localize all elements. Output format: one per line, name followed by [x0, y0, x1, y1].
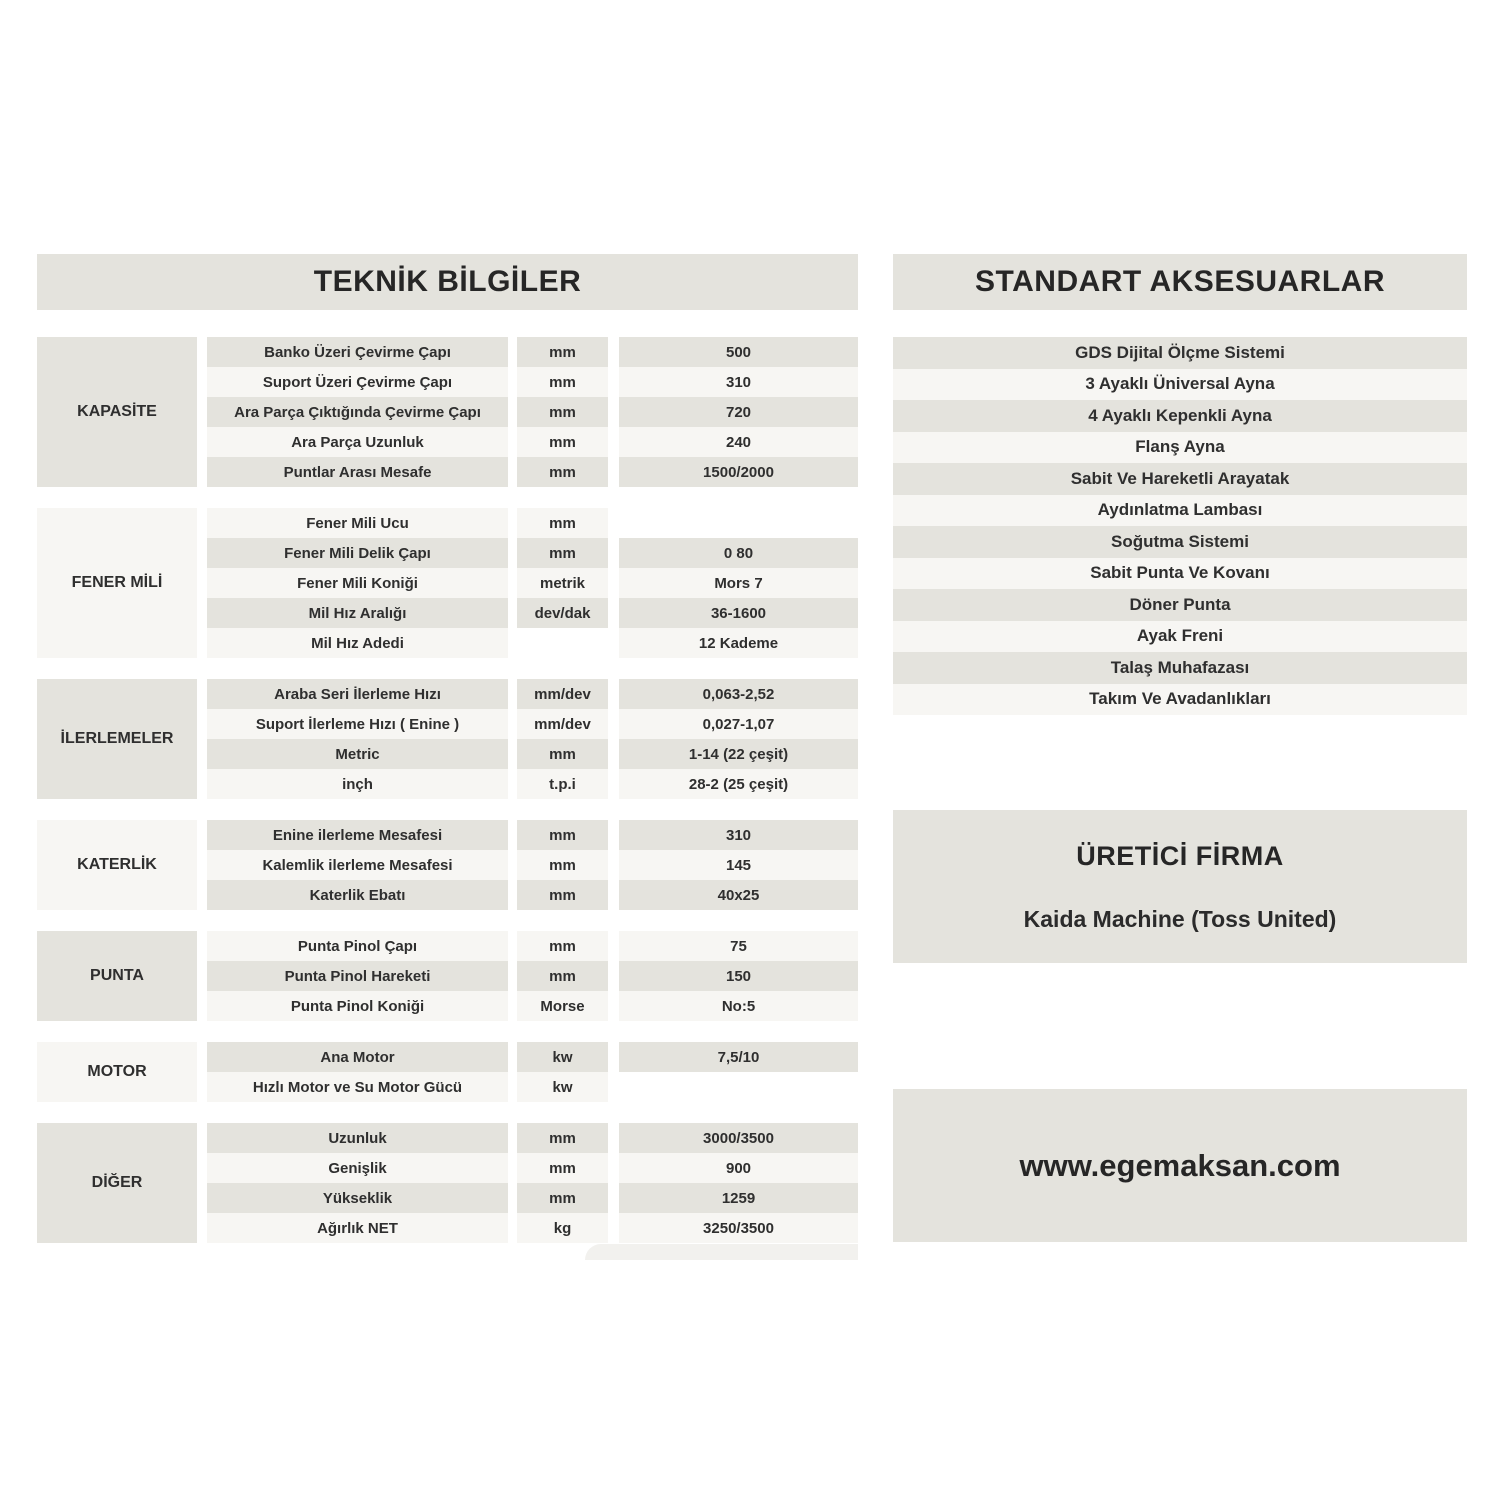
spec-label: Ağırlık NET [207, 1213, 508, 1243]
table-row [207, 1213, 858, 1243]
accessory-item: Ayak Freni [893, 621, 1467, 653]
spec-value: Mors 7 [619, 568, 858, 598]
spec-value: 12 Kademe [619, 628, 858, 658]
spec-value: 0,027-1,07 [619, 709, 858, 739]
manufacturer-box [893, 810, 1467, 963]
spec-unit: mm [517, 457, 608, 487]
spec-unit: mm [517, 1153, 608, 1183]
section-kapasite [37, 337, 858, 487]
section-katerlik [37, 820, 858, 910]
category-label-fener-mili: FENER MİLİ [37, 508, 197, 658]
table-row [207, 1123, 858, 1153]
table-row [207, 568, 858, 598]
spec-label: Yükseklik [207, 1183, 508, 1213]
table-row [207, 457, 858, 487]
spec-label: Puntlar Arası Mesafe [207, 457, 508, 487]
table-row [207, 367, 858, 397]
spec-label: Ara Parça Uzunluk [207, 427, 508, 457]
spec-value: 3000/3500 [619, 1123, 858, 1153]
spec-label: Fener Mili Delik Çapı [207, 538, 508, 568]
table-row [207, 508, 858, 538]
table-row [207, 739, 858, 769]
table-row [207, 769, 858, 799]
accessory-item: Sabit Punta Ve Kovanı [893, 558, 1467, 590]
spec-value: No:5 [619, 991, 858, 1021]
spec-unit: mm [517, 508, 608, 538]
spec-value: 310 [619, 367, 858, 397]
accessories-header: STANDART AKSESUARLAR [893, 254, 1467, 310]
accessories-panel [893, 254, 1467, 1242]
spec-value: 1259 [619, 1183, 858, 1213]
accessories-list [893, 337, 1467, 715]
spec-value: 0,063-2,52 [619, 679, 858, 709]
category-label-diger: DİĞER [37, 1123, 197, 1243]
spec-label: Punta Pinol Koniği [207, 991, 508, 1021]
spec-value [619, 1072, 858, 1102]
table-row [207, 991, 858, 1021]
accessory-item: Aydınlatma Lambası [893, 495, 1467, 527]
spec-label: Ara Parça Çıktığında Çevirme Çapı [207, 397, 508, 427]
spec-unit: mm [517, 820, 608, 850]
section-punta [37, 931, 858, 1021]
spec-unit: kg [517, 1213, 608, 1243]
table-row [207, 820, 858, 850]
spec-value: 75 [619, 931, 858, 961]
table-row [207, 427, 858, 457]
accessory-item: Flanş Ayna [893, 432, 1467, 464]
section-fener-mili [37, 508, 858, 658]
table-row [207, 679, 858, 709]
manufacturer-title: ÜRETİCİ FİRMA [1076, 840, 1284, 871]
spec-unit: dev/dak [517, 598, 608, 628]
spec-value: 900 [619, 1153, 858, 1183]
section-motor [37, 1042, 858, 1102]
spec-label: Punta Pinol Çapı [207, 931, 508, 961]
spec-label: Mil Hız Aralığı [207, 598, 508, 628]
spec-value: 36-1600 [619, 598, 858, 628]
spec-value [619, 508, 858, 538]
website-link[interactable]: www.egemaksan.com [1019, 1147, 1341, 1183]
spec-value: 500 [619, 337, 858, 367]
spec-label: Fener Mili Koniği [207, 568, 508, 598]
table-row [207, 598, 858, 628]
spec-unit: mm [517, 739, 608, 769]
table-row [207, 538, 858, 568]
spec-unit: mm [517, 427, 608, 457]
accessory-item: 3 Ayaklı Üniversal Ayna [893, 369, 1467, 401]
spec-value: 1500/2000 [619, 457, 858, 487]
spec-unit: mm [517, 1183, 608, 1213]
spec-label: Ana Motor [207, 1042, 508, 1072]
accessory-item: Soğutma Sistemi [893, 526, 1467, 558]
spec-unit: mm/dev [517, 709, 608, 739]
spec-unit: mm [517, 397, 608, 427]
table-row [207, 1042, 858, 1072]
website-box [893, 1089, 1467, 1242]
accessory-item: Sabit Ve Hareketli Arayatak [893, 463, 1467, 495]
spec-value: 1-14 (22 çeşit) [619, 739, 858, 769]
table-row [207, 1153, 858, 1183]
table-row [207, 709, 858, 739]
spec-unit: mm [517, 961, 608, 991]
category-label-kapasite: KAPASİTE [37, 337, 197, 487]
spec-unit: kw [517, 1072, 608, 1102]
spec-label: Fener Mili Ucu [207, 508, 508, 538]
spec-unit: mm [517, 538, 608, 568]
table-row [207, 397, 858, 427]
spec-label: Suport Üzeri Çevirme Çapı [207, 367, 508, 397]
spec-unit: mm/dev [517, 679, 608, 709]
spec-label: Genişlik [207, 1153, 508, 1183]
spec-unit: mm [517, 880, 608, 910]
spec-label: Banko Üzeri Çevirme Çapı [207, 337, 508, 367]
table-row [207, 337, 858, 367]
spec-value: 720 [619, 397, 858, 427]
spec-value: 150 [619, 961, 858, 991]
spec-value: 7,5/10 [619, 1042, 858, 1072]
spec-label: Suport İlerleme Hızı ( Enine ) [207, 709, 508, 739]
accessory-item: 4 Ayaklı Kepenkli Ayna [893, 400, 1467, 432]
technical-info-header: TEKNİK BİLGİLER [37, 254, 858, 310]
spec-value: 310 [619, 820, 858, 850]
spec-unit: mm [517, 337, 608, 367]
table-row [207, 880, 858, 910]
spec-unit: t.p.i [517, 769, 608, 799]
spec-label: Kalemlik ilerleme Mesafesi [207, 850, 508, 880]
category-label-motor: MOTOR [37, 1042, 197, 1102]
spec-value: 240 [619, 427, 858, 457]
spec-value: 3250/3500 [619, 1213, 858, 1243]
section-diger [37, 1123, 858, 1243]
spec-label: Enine ilerleme Mesafesi [207, 820, 508, 850]
table-row [207, 1072, 858, 1102]
accessory-item: GDS Dijital Ölçme Sistemi [893, 337, 1467, 369]
accessory-item: Talaş Muhafazası [893, 652, 1467, 684]
spec-value: 145 [619, 850, 858, 880]
spec-unit [517, 628, 608, 658]
spec-label: Punta Pinol Hareketi [207, 961, 508, 991]
technical-info-panel [37, 254, 858, 1243]
spec-value: 28-2 (25 çeşit) [619, 769, 858, 799]
spec-unit: Morse [517, 991, 608, 1021]
section-ilerlemeler [37, 679, 858, 799]
category-label-katerlik: KATERLİK [37, 820, 197, 910]
spec-value: 0 80 [619, 538, 858, 568]
category-label-punta: PUNTA [37, 931, 197, 1021]
spec-label: Katerlik Ebatı [207, 880, 508, 910]
rounded-corner-decoration [585, 1244, 858, 1260]
spec-label: Hızlı Motor ve Su Motor Gücü [207, 1072, 508, 1102]
spec-unit: mm [517, 1123, 608, 1153]
spec-unit: metrik [517, 568, 608, 598]
spec-unit: mm [517, 850, 608, 880]
table-row [207, 628, 858, 658]
manufacturer-name: Kaida Machine (Toss United) [1023, 905, 1337, 932]
spec-unit: mm [517, 931, 608, 961]
spec-unit: mm [517, 367, 608, 397]
spec-label: Uzunluk [207, 1123, 508, 1153]
spec-label: Araba Seri İlerleme Hızı [207, 679, 508, 709]
table-row [207, 850, 858, 880]
spec-label: Mil Hız Adedi [207, 628, 508, 658]
table-row [207, 961, 858, 991]
accessory-item: Takım Ve Avadanlıkları [893, 684, 1467, 716]
category-label-ilerlemeler: İLERLEMELER [37, 679, 197, 799]
table-row [207, 931, 858, 961]
table-row [207, 1183, 858, 1213]
accessory-item: Döner Punta [893, 589, 1467, 621]
spec-unit: kw [517, 1042, 608, 1072]
spec-value: 40x25 [619, 880, 858, 910]
spec-label: Metric [207, 739, 508, 769]
spec-label: inçh [207, 769, 508, 799]
